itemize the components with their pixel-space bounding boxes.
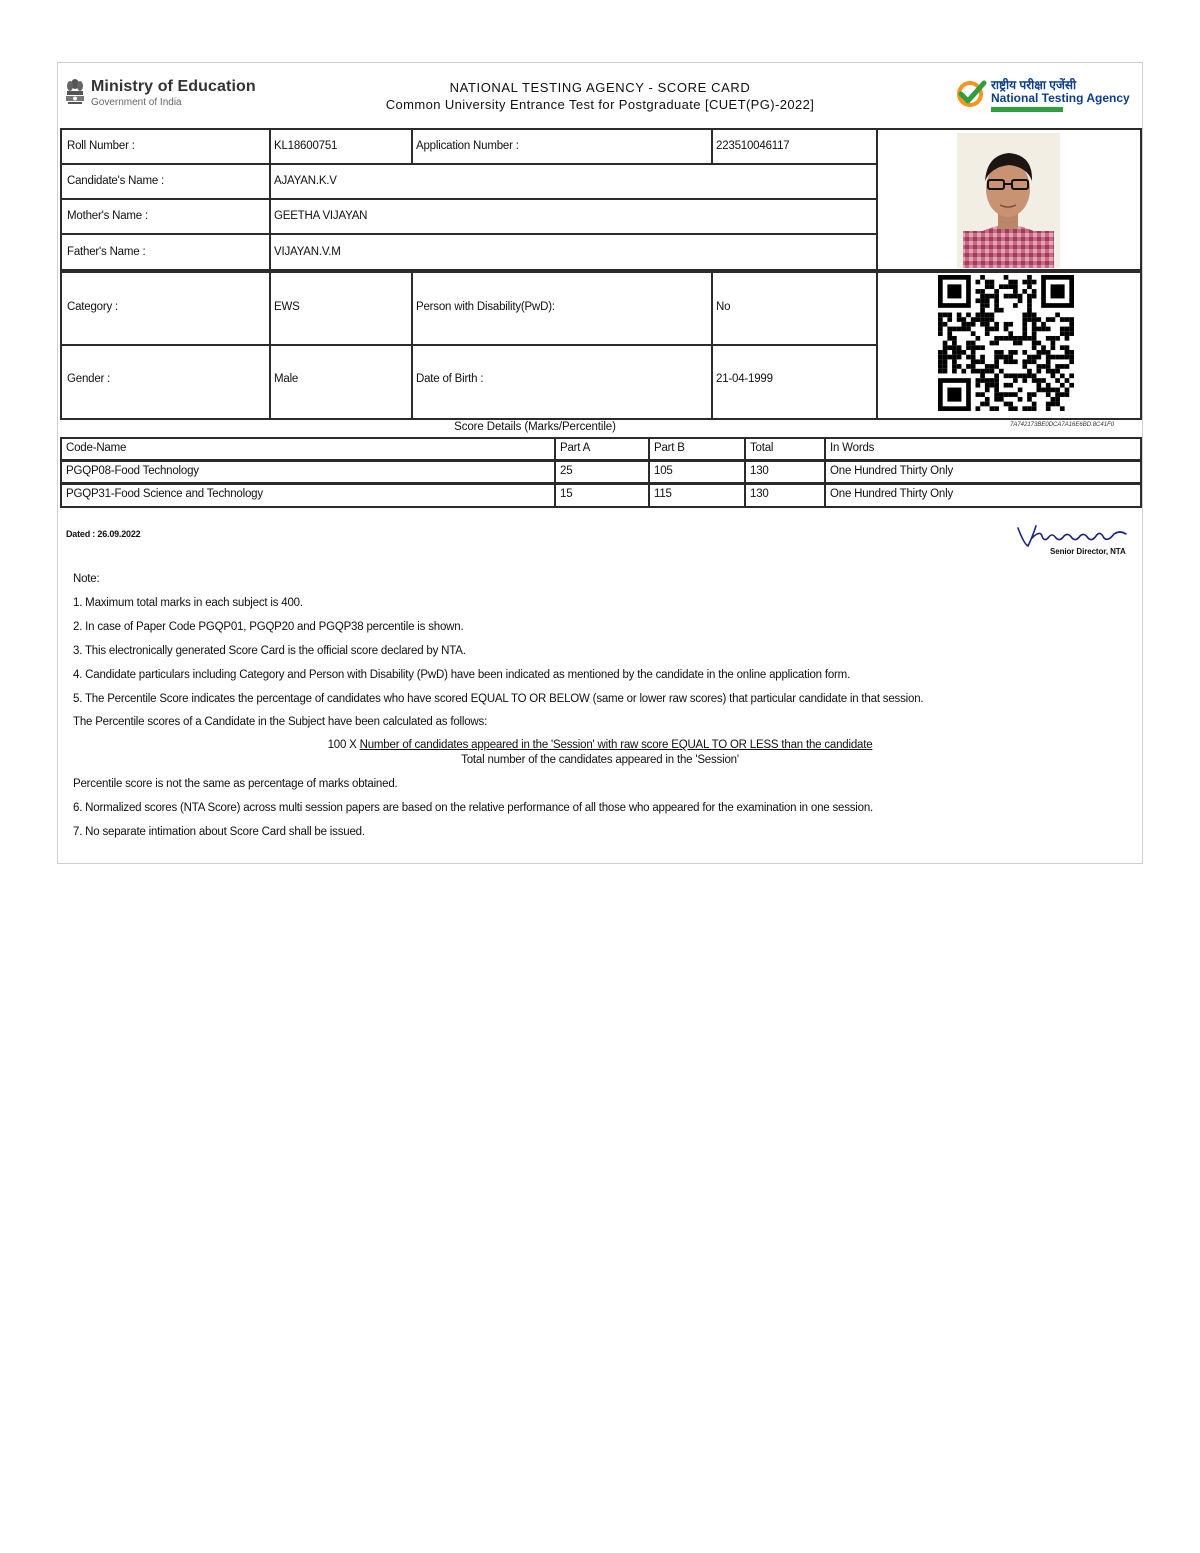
candidate-name-cell [269, 163, 878, 200]
score-row-1-words: One Hundred Thirty Only [824, 460, 1142, 484]
header-part-a: Part A [554, 437, 650, 461]
candidate-name-value: AJAYAN.K.V [274, 175, 337, 187]
verification-code: 7A742173BE0DCA7A16E6BD.8C41F0 [1010, 422, 1115, 428]
father-name-value: VIJAYAN.V.M [274, 246, 341, 258]
nta-logo [953, 74, 1143, 114]
note-6: 6. Normalized scores (NTA Score) across multi session papers are based on the relative performance of all those who appeared for the examination in one session. [73, 802, 874, 814]
score-row-1-part-b: 105 [648, 460, 746, 484]
score-row-2-code: PGQP31-Food Science and Technology [60, 483, 556, 508]
mother-name-label: Mother's Name : [67, 210, 148, 222]
score-card-title: NATIONAL TESTING AGENCY - SCORE CARD [449, 80, 751, 95]
roll-number-value: KL18600751 [274, 140, 338, 152]
application-number-value: 223510046117 [716, 140, 790, 152]
exam-title: Common University Entrance Test for Postgraduate [CUET(PG)-2022] [385, 97, 815, 112]
gender-value: Male [274, 373, 299, 385]
percentile-formula [0, 739, 1200, 751]
score-row-2-words: One Hundred Thirty Only [824, 483, 1142, 508]
issue-date: Dated : 26.09.2022 [66, 529, 141, 539]
application-number-label: Application Number : [416, 140, 519, 152]
header-code-name: Code-Name [60, 437, 556, 461]
score-row-2-part-a: 15 [554, 483, 650, 508]
score-row-2-total: 130 [744, 483, 826, 508]
ministry-title: Ministry of Education [91, 78, 256, 95]
note-5: 5. The Percentile Score indicates the percentage of candidates who have scored EQUAL TO OR BELOW (same or lower raw scores) that particular candidate in that session. [73, 693, 924, 705]
header-part-b: Part B [648, 437, 746, 461]
score-row-2-part-b: 115 [648, 483, 746, 508]
category-value: EWS [274, 301, 300, 313]
note-5-formula-intro: The Percentile scores of a Candidate in the Subject have been calculated as follows: [73, 716, 488, 728]
notes-heading: Note: [73, 573, 100, 585]
nta-tagline-bar [991, 107, 1063, 112]
header-total: Total [744, 437, 826, 461]
father-name-cell [269, 233, 878, 271]
dob-label: Date of Birth : [416, 373, 484, 385]
national-emblem-icon [64, 76, 86, 114]
ministry-subtitle: Government of India [91, 97, 182, 108]
formula-denominator: Total number of the candidates appeared in the 'Session' [461, 754, 739, 766]
note-7: 7. No separate intimation about Score Card shall be issued. [73, 826, 365, 838]
checkmark-logo-icon [955, 78, 987, 110]
note-3: 3. This electronically generated Score Card is the official score declared by NTA. [73, 645, 466, 657]
roll-number-label: Roll Number : [67, 140, 135, 152]
note-1: 1. Maximum total marks in each subject is 400. [73, 597, 303, 609]
candidate-photo [957, 133, 1060, 268]
formula-numerator: Number of candidates appeared in the 'Session' with raw score EQUAL TO OR LESS than the candidate [359, 739, 873, 751]
pwd-label: Person with Disability(PwD): [416, 301, 555, 313]
nta-english-name: National Testing Agency [991, 91, 1130, 105]
dob-value: 21-04-1999 [716, 373, 773, 385]
pwd-value: No [716, 301, 731, 313]
note-2: 2. In case of Paper Code PGQP01, PGQP20 and PGQP38 percentile is shown. [73, 621, 464, 633]
note-5-percentile-remark: Percentile score is not the same as percentage of marks obtained. [73, 778, 398, 790]
formula-prefix: 100 X [327, 739, 360, 751]
note-4: 4. Candidate particulars including Category and Person with Disability (PwD) have been indicated as mentioned by the candidate in the online application form. [73, 669, 851, 681]
candidate-name-label: Candidate's Name : [67, 175, 165, 187]
pwd-cell [711, 271, 878, 346]
score-row-1-code: PGQP08-Food Technology [60, 460, 556, 484]
signature-icon [1014, 520, 1134, 550]
mother-name-value: GEETHA VIJAYAN [274, 210, 368, 222]
header-in-words: In Words [824, 437, 1142, 461]
qr-code-icon [938, 275, 1074, 411]
score-row-1-part-a: 25 [554, 460, 650, 484]
nta-hindi-name: राष्ट्रीय परीक्षा एजेंसी [991, 78, 1077, 92]
father-name-label: Father's Name : [67, 246, 146, 258]
score-row-1-total: 130 [744, 460, 826, 484]
signatory-title: Senior Director, NTA [1050, 547, 1126, 556]
category-label: Category : [67, 301, 119, 313]
ministry-logo [64, 74, 264, 118]
score-details-caption: Score Details (Marks/Percentile) [454, 421, 616, 433]
gender-label: Gender : [67, 373, 111, 385]
